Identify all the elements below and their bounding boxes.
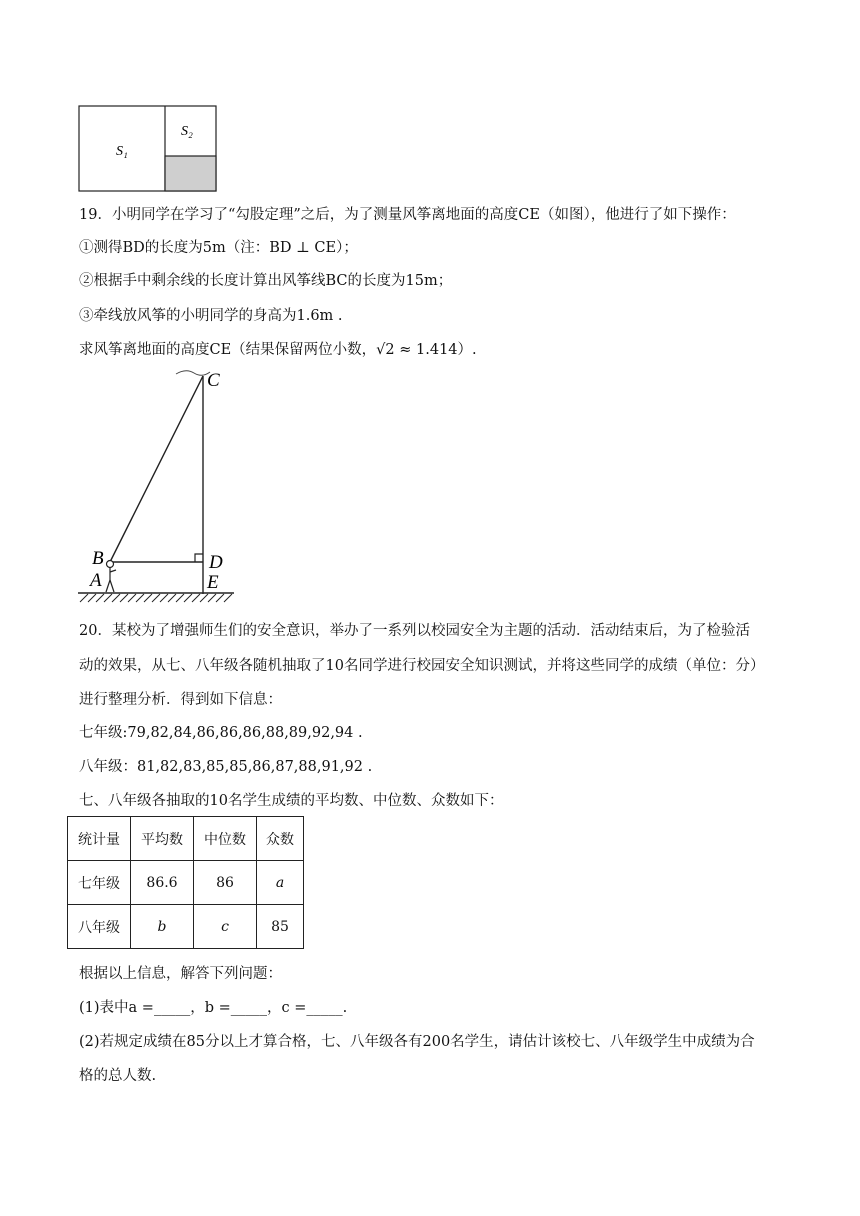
label-b: B <box>92 548 104 569</box>
label-d: D <box>209 552 223 573</box>
table-cell: c <box>194 905 257 949</box>
statistics-table <box>67 816 304 949</box>
q19-step1: ①测得BD的长度为5m（注：BD ⊥ CE）； <box>79 240 358 256</box>
q19-ask: 求风筝离地面的高度CE（结果保留两位小数，√2 ≈ 1.414）. <box>79 342 477 358</box>
q20-part2-line1: (2)若规定成绩在85分以上才算合格，七、八年级各有200名学生，请估计该校七、八年级学生中成绩为合 <box>79 1034 755 1050</box>
q19-step2: ②根据手中剩余线的长度计算出风筝线BC的长度为15m； <box>79 273 453 289</box>
q19-stem: 19．小明同学在学习了“勾股定理”之后，为了测量风筝离地面的高度CE（如图），他进行了如下操作： <box>79 207 736 223</box>
shaded-region <box>165 156 216 191</box>
label-c: C <box>207 370 220 391</box>
q20-grade7-data: 七年级:79,82,84,86,86,86,88,89,92,94 . <box>79 725 363 741</box>
s2-label: S₂ <box>181 124 193 139</box>
q20-stem-line3: 进行整理分析．得到如下信息： <box>79 692 282 708</box>
table-cell: 85 <box>257 905 304 949</box>
table-header-cell: 统计量 <box>68 817 131 861</box>
table-row <box>68 861 304 905</box>
q19-step3: ③牵线放风筝的小明同学的身高为1.6m . <box>79 308 343 324</box>
table-cell: 八年级 <box>68 905 131 949</box>
table-header-row <box>68 817 304 861</box>
q20-table-intro: 七、八年级各抽取的10名学生成绩的平均数、中位数、众数如下： <box>79 793 504 809</box>
table-cell: b <box>131 905 194 949</box>
q20-stem-line2: 动的效果，从七、八年级各随机抽取了10名同学进行校园安全知识测试，并将这些同学的成绩（单位：分） <box>79 658 765 674</box>
table-cell: 86.6 <box>131 861 194 905</box>
segment-bc <box>110 376 203 562</box>
table-header-cell: 平均数 <box>131 817 194 861</box>
q20-part2-line2: 格的总人数. <box>79 1068 157 1084</box>
label-e: E <box>207 572 219 593</box>
kite-diagram <box>76 366 246 606</box>
q20-stem-line1: 20．某校为了增强师生们的安全意识，举办了一系列以校园安全为主题的活动．活动结束后，为了检验活 <box>79 623 750 639</box>
table-cell: 86 <box>194 861 257 905</box>
q20-part1: (1)表中a =_____，b =_____，c =_____. <box>79 1000 348 1016</box>
q20-prompt: 根据以上信息，解答下列问题： <box>79 966 282 982</box>
table-cell: 七年级 <box>68 861 131 905</box>
table-row <box>68 905 304 949</box>
table-cell: a <box>257 861 304 905</box>
s1-label: S₁ <box>116 144 128 159</box>
table-header-cell: 中位数 <box>194 817 257 861</box>
label-a: A <box>90 570 102 591</box>
q20-grade8-data: 八年级：81,82,83,85,85,86,87,88,91,92 . <box>79 759 373 775</box>
table-header-cell: 众数 <box>257 817 304 861</box>
squares-figure <box>78 105 218 193</box>
